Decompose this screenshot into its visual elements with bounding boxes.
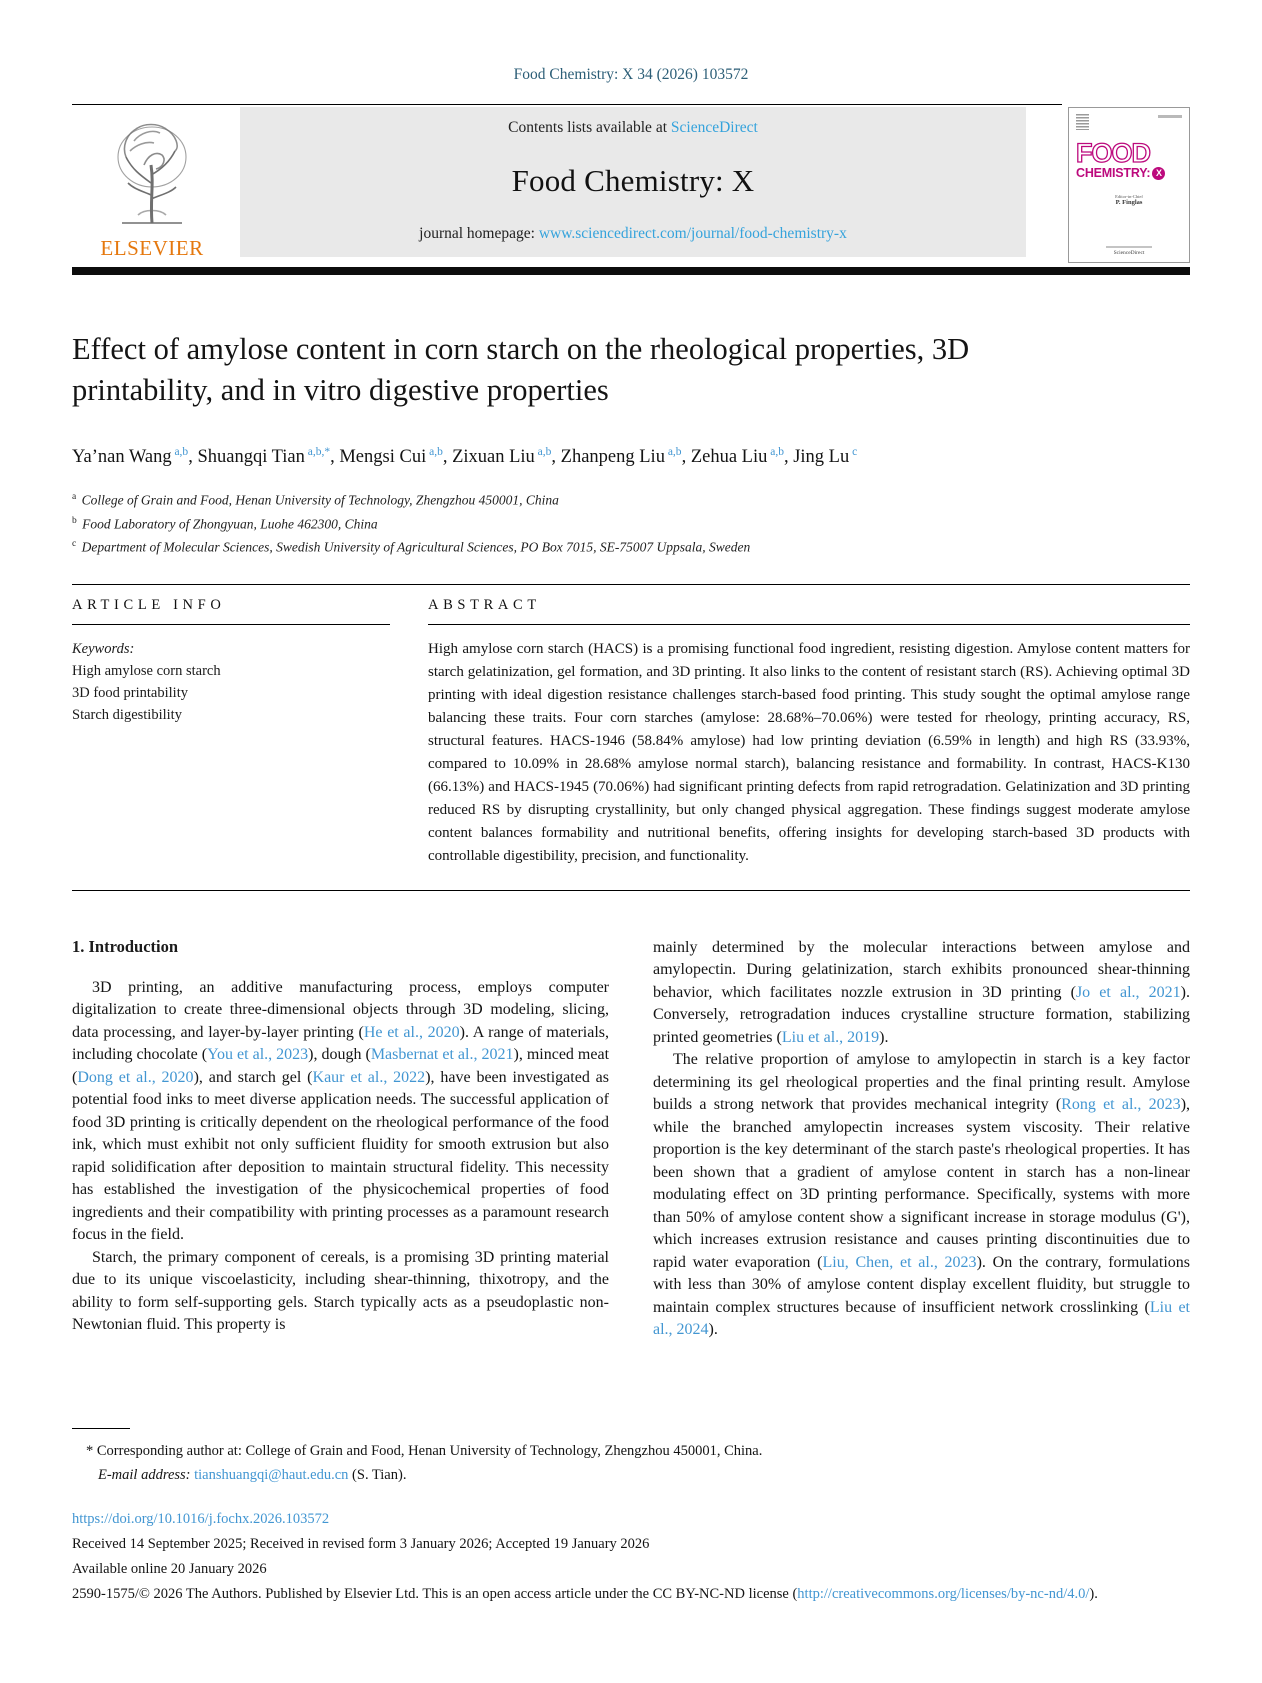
cover-editor-name: P. Finglas (1115, 199, 1143, 206)
homepage-url-link[interactable]: www.sciencedirect.com/journal/food-chemistry-x (538, 225, 847, 242)
body-paragraph: Starch, the primary component of cereals, is a promising 3D printing material due to its unique viscoelasticity, including shear-thinning, thixotropy, and the ability to form self-supporting gels. Starch typically acts as a pseudoplastic non-Newtonian fluid. This property is (72, 1248, 609, 1334)
cover-mini-logo (1076, 114, 1089, 130)
citation-link[interactable]: You et al., 2023 (207, 1046, 309, 1064)
article-body (72, 937, 1190, 1342)
author-name: Jing Lu (793, 447, 850, 468)
email-note (72, 1463, 1190, 1487)
journal-cover-thumbnail (1068, 107, 1190, 263)
license-link[interactable]: http://creativecommons.org/licenses/by-nc-nd/4.0/ (797, 1586, 1090, 1602)
masthead-black-bar (72, 267, 1190, 275)
sciencedirect-link[interactable]: ScienceDirect (670, 119, 758, 136)
affiliation-list (72, 487, 1190, 558)
elsevier-tree-icon (96, 111, 208, 229)
contents-prefix: Contents lists available at (508, 119, 671, 136)
citation-link[interactable]: Rong et al., 2023 (1061, 1096, 1181, 1114)
footnote-asterisk: * (86, 1443, 94, 1459)
page-content (72, 0, 1190, 1342)
affiliation-sup: b (72, 515, 77, 526)
citation-link[interactable]: Liu, Chen, et al., 2023 (822, 1253, 977, 1271)
body-left-column (72, 937, 609, 1342)
affiliation-line: $^c$ Department of Molecular Sciences, Swedish University of Agricultural Sciences, PO Box 7015, SE-75007 Uppsala, Sweden (72, 539, 751, 555)
abstract-text: High amylose corn starch (HACS) is a promising functional food ingredient, resisting digestion. Amylose content matters for starch gelatinization, gel formation, and 3D printing. It also links to the content of resistant starch (RS). Achieving optimal 3D printing with ideal digestion resistance challenges starch-based food printing. This study sought the optimal amylose range balancing these traits. Four corn starches (amylose: 28.68%–70.06%) were tested for rheology, printing accuracy, RS, structural features. HACS-1946 (58.84% amylose) had low printing deviation (6.59% in length) and high RS (33.93%, compared to 10.09% in 28.68% amylose normal starch), balancing resistance and formability. In contrast, HACS-K130 (66.13%) and HACS-1945 (70.06%) had significant printing defects from rapid retrogradation. Gelatinization and 3D printing reduced RS by disrupting crystallinity, but only changed physical aggregation. These findings suggest moderate amylose content balances formability and nutritional benefits, offering insights for developing starch-based 3D products with controllable digestibility, precision, and functionality. (428, 640, 1190, 864)
doi-block (72, 1507, 1190, 1607)
cover-title-chemistry (1076, 166, 1182, 180)
cover-bottom-fineprint (1106, 246, 1152, 248)
cover-title-chemistry-text: CHEMISTRY: (1076, 166, 1151, 180)
info-abstract-section (72, 597, 1190, 868)
abstract-heading: ABSTRACT (428, 596, 541, 613)
affiliation-sup: c (72, 539, 77, 550)
email-link[interactable]: tianshuangqi@haut.edu.cn (194, 1467, 349, 1483)
author-affiliation-sup: a,b (767, 446, 784, 458)
citation-link[interactable]: Dong et al., 2020 (77, 1068, 194, 1086)
body-paragraph: The relative proportion of amylose to amylopectin in starch is a key factor determining its gel rheological properties and the final printing result. Amylose builds a strong network that provides mechanical integrity (Rong et al., 2023), while the branched amylopectin increases system viscosity. Their relative proportion is the key determinant of the starch paste's rheological properties. It has been shown that a gradient of amylose content in starch has a non-linear modulating effect on 3D printing performance. Specifically, systems with more than 50% of amylose content show a significant increase in storage modulus (G'), which increases extrusion resistance and causes printing discontinuities due to rapid water evaporation (Liu, Chen, et al., 2023). On the contrary, formulations with less than 30% of amylose content display excellent fluidity, but struggle to maintain complex structures because of insufficient network crosslinking (Liu et al., 2024). (653, 1051, 1191, 1339)
elsevier-logo-block (72, 107, 232, 263)
citation-link[interactable]: Masbernat et al., 2021 (370, 1046, 514, 1064)
corresponding-author-note (72, 1439, 1190, 1463)
article-info-heading: ARTICLE INFO (72, 596, 226, 613)
author-name: Zixuan Liu (452, 447, 535, 468)
author-list: Ya’nan Wang $^{a,b}$, Shuangqi Tian $^{a,b,*}$, Mengsi Cui $^{a,b}$, Zixuan Liu $^{a,b}$, Zhanpeng Liu $^{a,b}$, Zehua Liu $^{a,b}$, Jing Lu $^c$ (72, 446, 858, 468)
abstract-column (428, 597, 1190, 868)
keywords-label: Keywords: (72, 640, 135, 657)
section-heading: 1. Introduction (72, 936, 179, 956)
cover-editor-label: Editor-in-Chief (1115, 194, 1143, 199)
citation-link[interactable]: Liu et al., 2024 (653, 1298, 1191, 1339)
citation-link[interactable]: He et al., 2020 (363, 1023, 460, 1041)
cover-bottom-block (1069, 246, 1189, 256)
doi-link[interactable]: https://doi.org/10.1016/j.fochx.2026.103572 (72, 1511, 330, 1527)
journal-banner (240, 107, 1026, 257)
keyword-item: 3D food printability (72, 684, 188, 701)
footnote-rule (72, 1428, 130, 1429)
email-label: E-mail address: (98, 1467, 191, 1483)
author-name: Shuangqi Tian (197, 447, 305, 468)
affiliation-sup: a (72, 492, 77, 503)
homepage-prefix: journal homepage: (419, 225, 539, 242)
journal-masthead (72, 107, 1190, 263)
author-name: Ya’nan Wang (72, 447, 172, 468)
abstract-bottom-rule (72, 890, 1190, 891)
keywords-list (72, 660, 390, 726)
email-suffix: (S. Tian). (352, 1467, 407, 1483)
keyword-item: High amylose corn starch (72, 662, 221, 679)
running-head-citation: Food Chemistry: X 34 (2026) 103572 (513, 66, 749, 83)
author-affiliation-sup: a,b (534, 446, 552, 458)
author-affiliation-sup: c (849, 446, 858, 458)
author-affiliation-sup: a,b,* (304, 446, 331, 458)
body-paragraph: mainly determined by the molecular interactions between amylose and amylopectin. During gelatinization, starch exhibits pronounced shear-thinning behavior, which facilitates nozzle extrusion in 3D printing (Jo et al., 2021). Conversely, retrogradation induces crystalline structure formation, stabilizing printed geometries (Liu et al., 2019). (653, 938, 1190, 1046)
citation-link[interactable]: Jo et al., 2021 (1075, 983, 1181, 1001)
body-right-column (653, 937, 1190, 1342)
affiliation-line: $^a$ College of Grain and Food, Henan University of Technology, Zhengzhou 450001, China (72, 492, 559, 508)
first-page-footnotes (72, 1428, 1190, 1607)
author-name: Zehua Liu (690, 447, 768, 468)
abstract-rule (428, 624, 1190, 625)
cover-issn-fineprint (1158, 115, 1182, 118)
author-affiliation-sup: a,b (171, 446, 189, 458)
article-info-column (72, 597, 390, 868)
elsevier-wordmark: ELSEVIER (100, 236, 204, 260)
contents-line (508, 119, 758, 137)
affiliation-line: $^b$ Food Laboratory of Zhongyuan, Luohe 462300, China (72, 515, 378, 532)
masthead-top-rule (72, 104, 1062, 105)
cover-sciencedirect-text: ScienceDirect (1113, 250, 1145, 256)
body-paragraph: 3D printing, an additive manufacturing process, employs computer digitalization to create three-dimensional objects through 3D modeling, slicing, data processing, and layer-by-layer printing (He et al., 2020). A range of materials, including chocolate (You et al., 2023), dough (Masbernat et al., 2021), minced meat (Dong et al., 2020), and starch gel (Kaur et al., 2022), have been investigated as potential food inks to meet diverse application needs. The successful application of food 3D printing is critically dependent on the rheological performance of the food ink, which must exhibit not only sufficient fluidity for smooth extrusion but also rapid solidification after deposition to maintain structural fidelity. This necessity has established the investigation of the physicochemical properties of food ingredients and their compatibility with printing processes as a paramount research focus in the field. (72, 978, 610, 1244)
author-affiliation-sup: a,b (426, 446, 443, 458)
article-title: Effect of amylose content in corn starch on the rheological properties, 3D printability, and in vitro digestive properties (72, 332, 970, 407)
author-affiliation-sup: a,b (664, 446, 682, 458)
corresponding-text: Corresponding author at: College of Grain and Food, Henan University of Technology, Zhengzhou 450001, China. (96, 1443, 763, 1459)
citation-link[interactable]: Kaur et al., 2022 (312, 1068, 426, 1086)
available-online: Available online 20 January 2026 (72, 1561, 267, 1577)
affiliations-bottom-rule (72, 584, 1190, 585)
cover-title-food: FOOD (1076, 138, 1150, 168)
received-dates: Received 14 September 2025; Received in revised form 3 January 2026; Accepted 19 January 2026 (72, 1536, 650, 1552)
homepage-line (419, 225, 847, 243)
license-prefix: 2590-1575/© 2026 The Authors. Published by Elsevier Ltd. This is an open access article under the CC BY-NC-ND license ( (72, 1586, 798, 1602)
citation-link[interactable]: Liu et al., 2019 (781, 1028, 880, 1046)
article-info-rule (72, 624, 390, 625)
journal-title: Food Chemistry: X (511, 163, 755, 198)
author-name: Mengsi Cui (339, 447, 427, 468)
license-suffix: ). (1089, 1586, 1098, 1602)
keyword-item: Starch digestibility (72, 706, 182, 723)
cover-x-badge: X (1152, 167, 1165, 180)
copyright-license-line (72, 1582, 1190, 1607)
author-name: Zhanpeng Liu (560, 447, 665, 468)
